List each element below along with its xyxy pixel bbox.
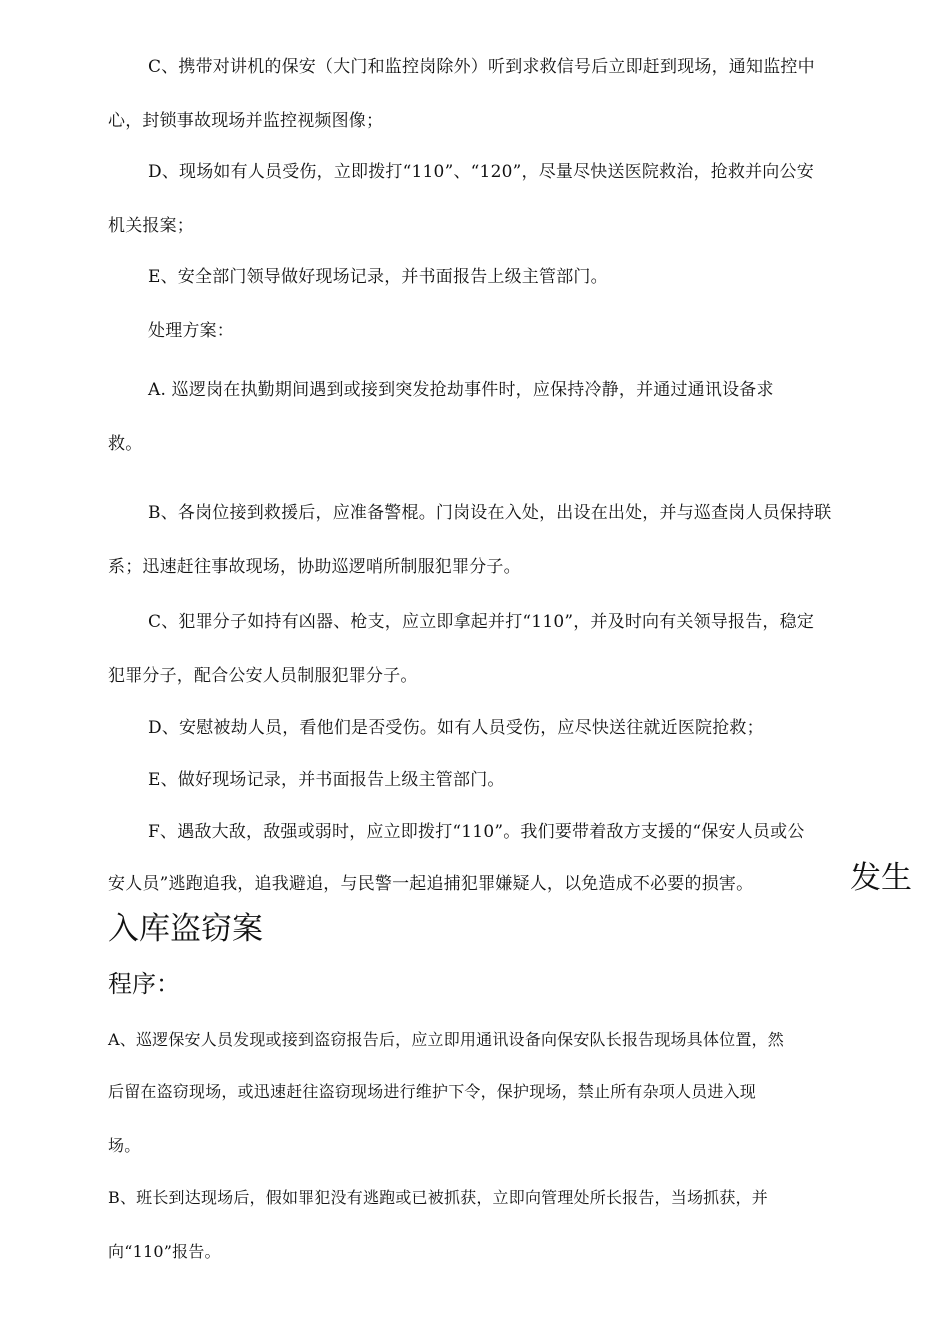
plan-item-e: E、做好现场记录，并书面报告上级主管部门。 [148,770,505,790]
procedure-item-b-line1: B、班长到达现场后，假如罪犯没有逃跑或已被抓获，立即向管理处所长报告，当场抓获，并 [108,1188,768,1207]
paragraph-e: E、安全部门领导做好现场记录，并书面报告上级主管部门。 [148,267,608,287]
paragraph-d-line2: 机关报案； [108,216,194,236]
plan-item-c-line2: 犯罪分子，配合公安人员制服犯罪分子。 [108,666,418,686]
plan-item-f-line2: 安人员”逃跑追我，追我避追，与民警一起追捕犯罪嫌疑人，以免造成不必要的损害。 [108,874,754,894]
paragraph-d-line1: D、现场如有人员受伤，立即拨打“110”、“120”，尽量尽快送医院救治，抢救并向公安 [148,162,814,182]
plan-item-b-line2: 系；迅速赶往事故现场，协助巡逻哨所制服犯罪分子。 [108,557,521,577]
plan-item-b-line1: B、各岗位接到救援后，应准备警棍。门岗设在入处，出设在出处，并与巡查岗人员保持联 [148,503,832,523]
section-title-part2: 入库盗窃案 [108,911,263,947]
procedure-item-a-line1: A、巡逻保安人员发现或接到盗窃报告后，应立即用通讯设备向保安队长报告现场具体位置，然 [108,1030,784,1049]
procedure-item-a-line2: 后留在盗窃现场，或迅速赶往盗窃现场进行维护下令，保护现场，禁止所有杂项人员进入现 [108,1082,757,1101]
plan-item-d: D、安慰被劫人员，看他们是否受伤。如有人员受伤，应尽快送往就近医院抢救； [148,718,764,738]
plan-item-c-line1: C、犯罪分子如持有凶器、枪支，应立即拿起并打“110”，并及时向有关领导报告，稳定 [148,612,815,632]
procedure-item-a-line3: 场。 [108,1136,141,1155]
plan-item-a-line1: A. 巡逻岗在执勤期间遇到或接到突发抢劫事件时，应保持冷静，并通过通讯设备求 [148,380,774,400]
paragraph-c-line2: 心，封锁事故现场并监控视频图像； [108,111,384,131]
plan-item-f-line1: F、遇敌大敌，敌强或弱时，应立即拨打“110”。我们要带着敌方支援的“保安人员或公 [148,822,805,842]
section-title-part1: 发生 [850,860,912,896]
section-heading-plan: 处理方案： [148,321,234,341]
procedure-heading: 程序： [108,970,180,998]
plan-item-a-line2: 救。 [108,434,143,454]
paragraph-c-line1: C、携带对讲机的保安（大门和监控岗除外）听到求救信号后立即赶到现场，通知监控中 [148,57,815,77]
procedure-item-b-line2: 向“110”报告。 [108,1242,221,1261]
